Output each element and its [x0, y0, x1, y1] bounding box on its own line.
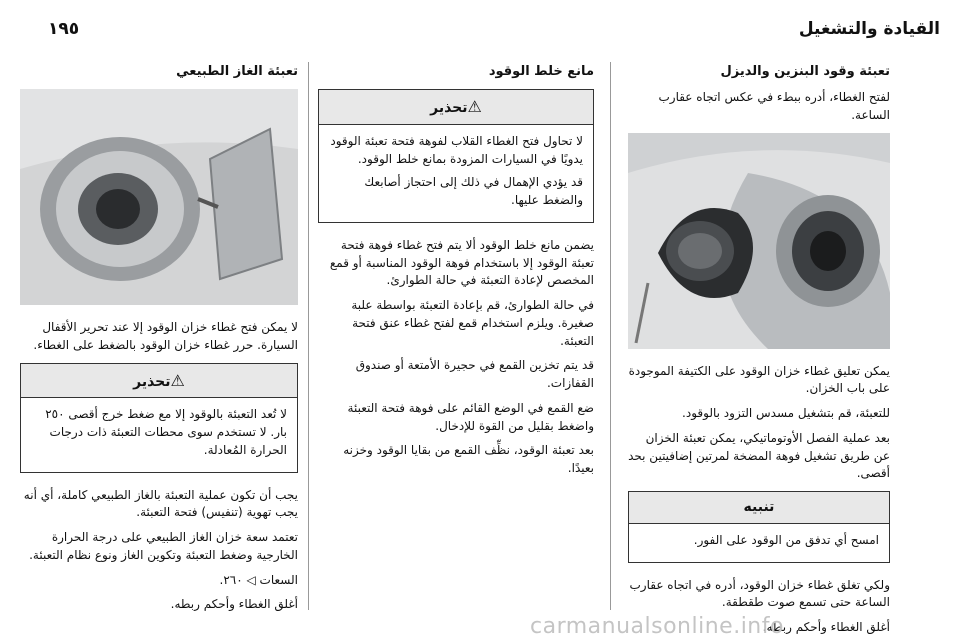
paragraph: للتعبئة، قم بتشغيل مسدس التزود بالوقود.: [682, 406, 890, 421]
fuel-cap-photo: [628, 133, 890, 349]
warning-header: [21, 364, 297, 399]
section-title-natural-gas: تعبئة الغاز الطبيعي: [176, 64, 298, 79]
warning-title: تحذير: [133, 373, 171, 390]
column-misfuel-inhibitor: [318, 62, 594, 485]
paragraph: لفتح الغطاء، أدره ببطء في عكس اتجاه عقارب الساعة.: [658, 90, 890, 122]
page-header: [0, 0, 960, 58]
warning-text: لا تُعد التعبئة بالوقود إلا مع ضغط خرج أقصى ٢٥٠ بار. لا تستخدم سوى محطات التعبئة ذات درجات الحرارة المُعادلة.: [45, 407, 287, 457]
notice-box: [628, 491, 890, 562]
page-number: ١٩٥: [48, 19, 80, 39]
cross-reference: السعات ◁ ٢٦٠.: [219, 572, 298, 587]
warning-text: قد يؤدي الإهمال في ذلك إلى احتجاز أصابعك والضغط عليها.: [364, 175, 583, 208]
warning-header: [319, 90, 593, 125]
paragraph: أغلق الغطاء وأحكم ربطه.: [170, 597, 298, 612]
warning-box: [20, 363, 298, 473]
page-title: القيادة والتشغيل: [798, 19, 940, 39]
paragraph: أغلق الغطاء وأحكم ربطه.: [762, 620, 890, 635]
notice-text: امسح أي تدفق من الوقود على الفور.: [693, 532, 879, 547]
warning-text: لا تحاول فتح الغطاء القلاب لفوهة فتحة تعبئة الوقود يدويًا في السيارات المزودة بمانع خلط الوقود.: [330, 133, 583, 166]
watermark: carmanualsonline.info: [530, 614, 784, 639]
column-petrol-diesel: [628, 62, 890, 644]
paragraph: بعد تعبئة الوقود، نظِّف القمع من بقايا الوقود وخزنه بعيدًا.: [343, 443, 594, 476]
section-title-petrol-diesel: تعبئة وقود البنزين والديزل: [720, 64, 890, 79]
paragraph: يجب أن تكون عملية التعبئة بالغاز الطبيعي كاملة، أي أنه يجب تهوية (تنفيس) فتحة التعبئة.: [23, 487, 298, 520]
paragraph: تعتمد سعة خزان الغاز الطبيعي على درجة الحرارة الخارجية وضغط التعبئة وتكوين الغاز ونوع نظام التعبئة.: [29, 530, 298, 562]
section-title-misfuel: مانع خلط الوقود: [488, 64, 594, 79]
paragraph: في حالة الطوارئ، قم بإعادة التعبئة بواسطة علبة صغيرة. ويلزم استخدام قمع لفتح غطاء عنق فتحة التعبئة.: [351, 298, 594, 348]
notice-title: تنبيه: [629, 492, 889, 524]
paragraph: يضمن مانع خلط الوقود ألا يتم فتح غطاء فوهة فتحة تعبئة الوقود إلا باستخدام فوهة الوقود المناسبة أو قمع المخصص لإعادة التعبئة في حالة الطوارئ.: [329, 237, 594, 288]
column-natural-gas: [20, 62, 298, 621]
paragraph: ولكي تغلق غطاء خزان الوقود، أدره في اتجاه عقارب الساعة حتى تسمع صوت طقطقة.: [629, 577, 890, 610]
gas-filler-photo: [20, 89, 298, 305]
fuel-cap-illustration: [628, 133, 890, 349]
warning-box: [318, 89, 594, 223]
paragraph: يمكن تعليق غطاء خزان الوقود على الكتيفة الموجودة على باب الخزان.: [628, 363, 890, 396]
warning-triangle-icon: ⚠: [170, 370, 185, 390]
paragraph: ضع القمع في الوضع القائم على فوهة فتحة التعبئة واضغط بقليل من القوة للإدخال.: [347, 400, 594, 433]
paragraph: بعد عملية الفصل الأوتوماتيكي، يمكن تعبئة الخزان عن طريق تشغيل فوهة المضخة لمرتين إضافيتين بحد أقصى.: [628, 430, 890, 481]
paragraph: قد يتم تخزين القمع في حجيرة الأمتعة أو صندوق القفازات.: [355, 358, 594, 391]
column-divider: [610, 62, 611, 610]
column-divider: [308, 62, 309, 610]
warning-title: تحذير: [430, 100, 468, 117]
paragraph: لا يمكن فتح غطاء خزان الوقود إلا عند تحرير الأقفال السيارة. حرر غطاء خزان الوقود بالضغط على الغطاء.: [33, 320, 298, 352]
gas-filler-illustration: [20, 89, 298, 305]
warning-triangle-icon: ⚠: [467, 97, 482, 117]
